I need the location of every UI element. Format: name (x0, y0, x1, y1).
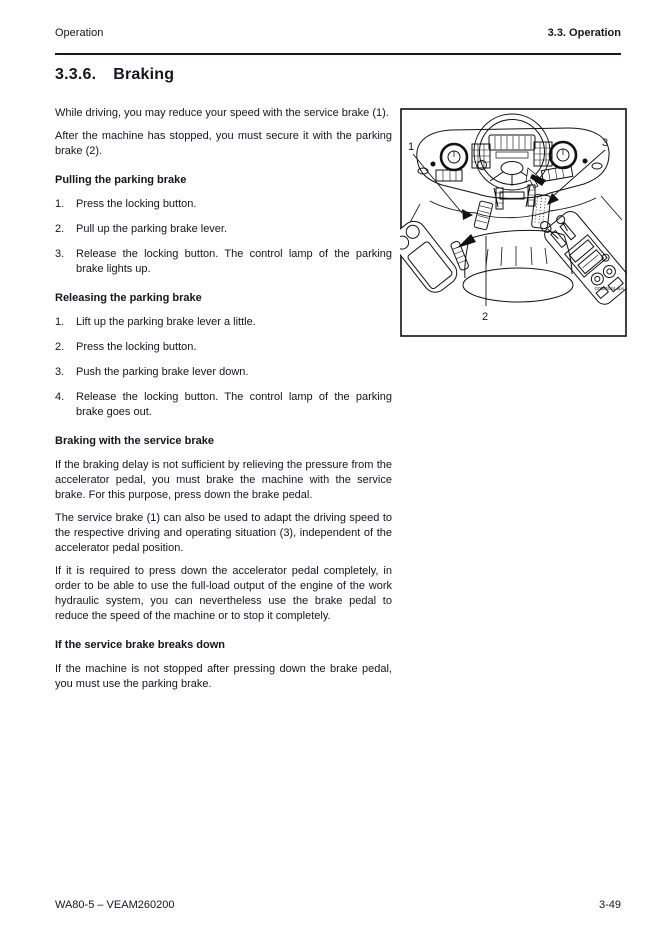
paragraph: The service brake (1) can also be used to adapt the driving speed to the respective driving and operating situation (3), independent of the accelerator pedal position. (55, 512, 392, 554)
callout-3-label: 3 (602, 137, 609, 149)
section-title: Braking (113, 66, 175, 83)
subheading-pulling: Pulling the parking brake (55, 174, 187, 186)
list-text: Release the locking button. The control lamp of the parking brake goes out. (76, 391, 392, 418)
footer-page-number: 3-49 (598, 899, 621, 911)
list-number: 2. (55, 341, 65, 353)
list-number: 3. (55, 248, 65, 260)
paragraph: If it is required to press down the accelerator pedal completely, in order to be able to use the full-load output of the engine of the work hydraulic system, you can nevertheless use the brake pedal to reduce the speed of the machine or to stop it completely. (55, 565, 392, 622)
list-item (55, 197, 392, 212)
list-item (55, 390, 392, 420)
list-text: Pull up the parking brake lever. (76, 223, 228, 235)
list-item (55, 340, 392, 355)
paragraph: After the machine has stopped, you must secure it with the parking brake (2). (55, 130, 392, 157)
page-footer (55, 899, 621, 911)
list-item (55, 247, 392, 277)
callout-2-label: 2 (482, 311, 489, 323)
header-right-label: 3.3. Operation (547, 27, 621, 39)
body-column (55, 106, 392, 700)
list-number: 3. (55, 366, 65, 378)
page-header (55, 27, 621, 39)
list-item (55, 315, 392, 330)
section-number: 3.3.6. (55, 66, 97, 83)
list-number: 2. (55, 223, 65, 235)
paragraph: While driving, you may reduce your speed with the service brake (1). (55, 107, 389, 119)
subheading-releasing: Releasing the parking brake (55, 292, 202, 304)
figure-caption: G0085024.eps (594, 286, 624, 291)
list-number: 4. (55, 391, 65, 403)
list-number: 1. (55, 316, 65, 328)
list-item (55, 222, 392, 237)
list-text: Lift up the parking brake lever a little. (76, 316, 256, 328)
list-text: Push the parking brake lever down. (76, 366, 249, 378)
subheading-brake-breakdown: If the service brake breaks down (55, 639, 225, 651)
list-number: 1. (55, 198, 65, 210)
cockpit-line-drawing (400, 108, 627, 337)
subheading-service-brake: Braking with the service brake (55, 435, 214, 447)
callout-1-label: 1 (408, 141, 415, 153)
list-item (55, 365, 392, 380)
figure-cockpit-diagram (400, 108, 627, 337)
list-text: Press the locking button. (76, 341, 197, 353)
header-rule (55, 53, 621, 55)
section-heading (55, 66, 174, 84)
header-left-label: Operation (55, 27, 104, 39)
list-text: Press the locking button. (76, 198, 197, 210)
list-text: Release the locking button. The control lamp of the parking brake lights up. (76, 248, 392, 275)
paragraph: If the braking delay is not sufficient by relieving the pressure from the accelerator pedal, you must brake the machine with the service brake. For this purpose, press down the brake pedal. (55, 459, 392, 501)
paragraph: If the machine is not stopped after pressing down the brake pedal, you must use the parking brake. (55, 663, 392, 690)
footer-doc-code: WA80-5 – VEAM260200 (55, 899, 175, 911)
